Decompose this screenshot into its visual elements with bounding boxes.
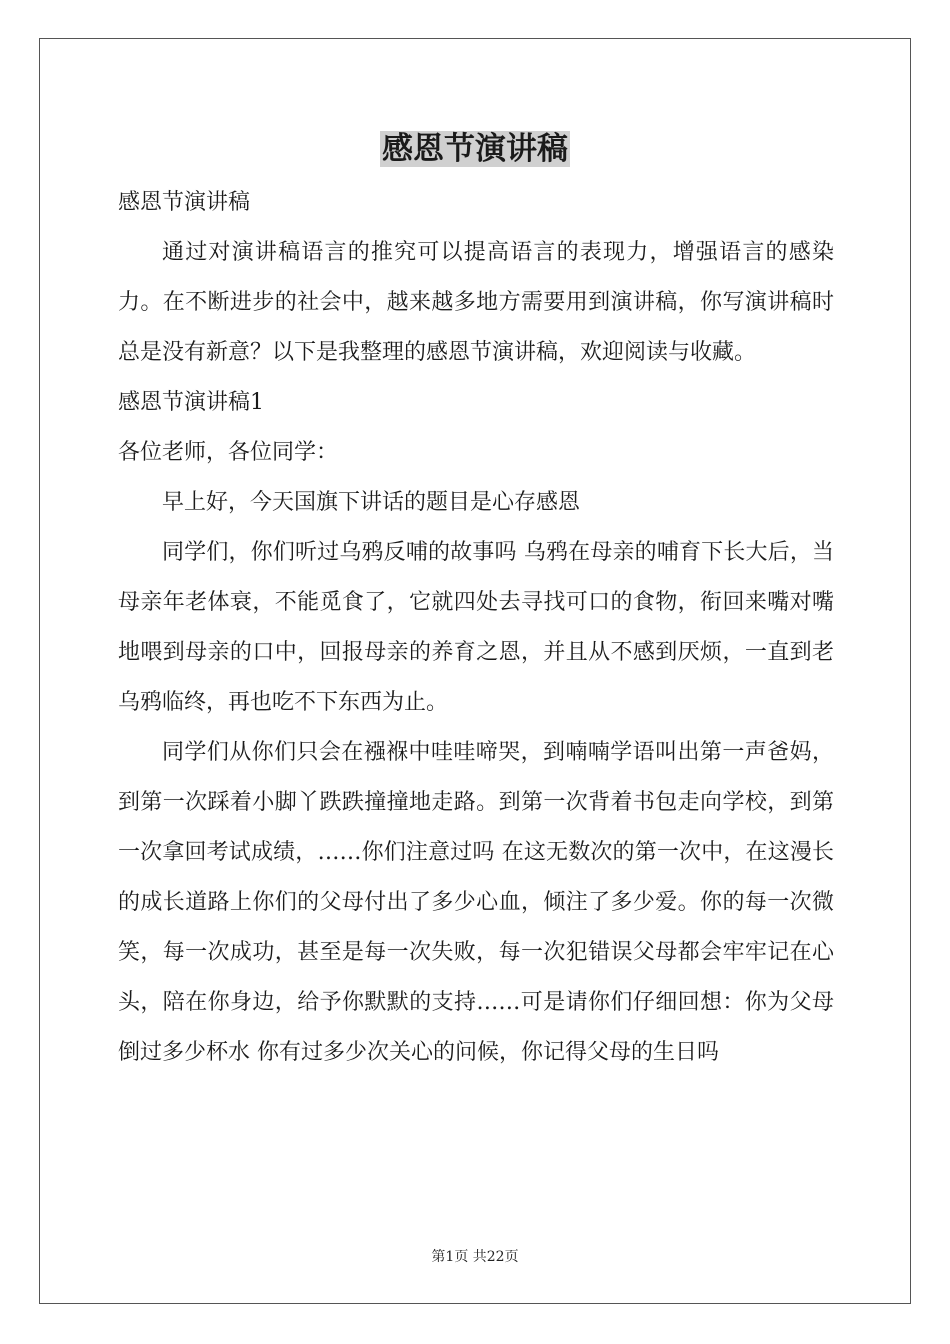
document-body: [118, 178, 834, 1078]
subtitle: 感恩节演讲稿: [118, 190, 251, 215]
paragraph-1: 早上好，今天国旗下讲话的题目是心存感恩: [162, 490, 581, 515]
document-title-row: [0, 128, 950, 170]
document-title: 感恩节演讲稿: [382, 131, 568, 167]
paragraph-2: 同学们，你们听过乌鸦反哺的故事吗 乌鸦在母亲的哺育下长大后，当母亲年老体衰，不能觅食了，它就四处去寻找可口的食物，衔回来嘴对嘴地喂到母亲的口中，回报母亲的养育之恩，并且从不感到厌烦，一直到老乌鸦临终，再也吃不下东西为止。: [118, 540, 834, 715]
section-heading: 感恩节演讲稿1: [118, 390, 264, 415]
greeting: 各位老师，各位同学：: [118, 440, 339, 465]
page-footer: 第1页 共22页: [431, 1249, 519, 1265]
intro-paragraph: 通过对演讲稿语言的推究可以提高语言的表现力，增强语言的感染力。在不断进步的社会中，越来越多地方需要用到演讲稿，你写演讲稿时总是没有新意？以下是我整理的感恩节演讲稿，欢迎阅读与收藏。: [118, 240, 834, 365]
paragraph-3: 同学们从你们只会在襁褓中哇哇啼哭，到喃喃学语叫出第一声爸妈，到第一次踩着小脚丫跌跌撞撞地走路。到第一次背着书包走向学校，到第一次拿回考试成绩，……你们注意过吗 在这无数次的第一次中，在这漫长的成长道路上你们的父母付出了多少心血，倾注了多少爱。你的每一次微笑，每一次成功，甚至是每一次失败，每一次犯错误父母都会牢牢记在心头，陪在你身边，给予你默默的支持……可是请你们仔细回想：你为父母倒过多少杯水 你有过多少次关心的问候，你记得父母的生日吗: [118, 740, 834, 1065]
